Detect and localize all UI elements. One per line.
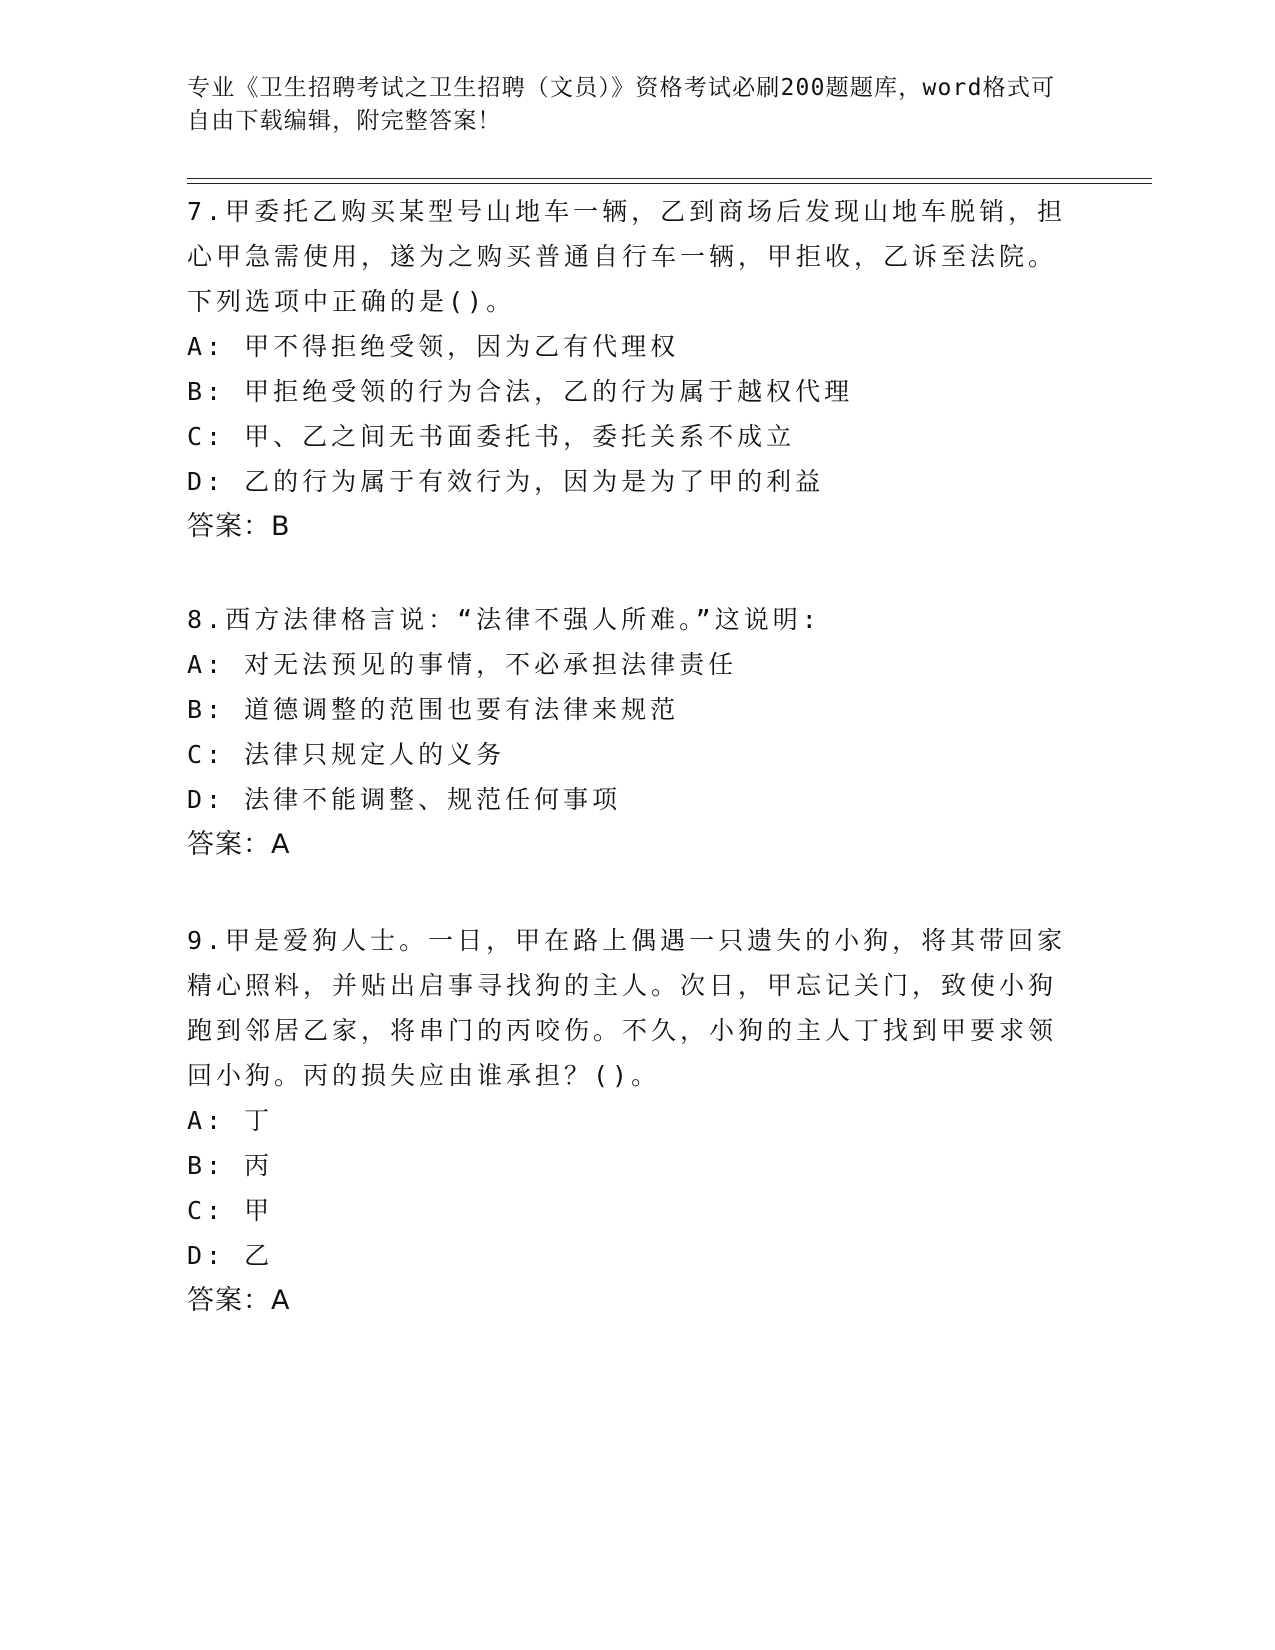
question-text: 8.西方法律格言说：“法律不强人所难。”这说明:	[187, 605, 821, 634]
question-text: 7.甲委托乙购买某型号山地车一辆，乙到商场后发现山地车脱销，担心甲急需使用，遂为之购买普通自行车一辆，甲拒收，乙诉至法院。下列选项中正确的是()。	[187, 197, 1067, 316]
option-a: A: 对无法预见的事情，不必承担法律责任	[187, 650, 738, 679]
option-d: D: 法律不能调整、规范任何事项	[187, 785, 622, 814]
question-9	[187, 918, 1077, 1324]
option-b: B: 甲拒绝受领的行为合法，乙的行为属于越权代理	[187, 377, 854, 406]
question-8	[187, 597, 1077, 868]
header-divider-bottom	[187, 183, 1152, 184]
question-7	[187, 189, 1077, 550]
option-d: D: 乙	[187, 1241, 274, 1270]
header-divider-top	[187, 178, 1152, 179]
option-b: B: 丙	[187, 1151, 274, 1180]
answer: 答案：A	[187, 1285, 291, 1316]
option-a: A: 甲不得拒绝受领，因为乙有代理权	[187, 332, 680, 361]
option-b: B: 道德调整的范围也要有法律来规范	[187, 695, 680, 724]
option-c: C: 甲	[187, 1196, 274, 1225]
option-d: D: 乙的行为属于有效行为，因为是为了甲的利益	[187, 467, 825, 496]
answer: 答案：B	[187, 511, 291, 542]
question-text: 9.甲是爱狗人士。一日，甲在路上偶遇一只遗失的小狗，将其带回家精心照料，并贴出启事寻找狗的主人。次日，甲忘记关门，致使小狗跑到邻居乙家，将串门的丙咬伤。不久，小狗的主人丁找到甲要求领回小狗。丙的损失应由谁承担？()。	[187, 926, 1067, 1090]
option-c: C: 甲、乙之间无书面委托书，委托关系不成立	[187, 422, 796, 451]
document-intro: 专业《卫生招聘考试之卫生招聘（文员）》资格考试必刷200题题库，word格式可自由下载编辑，附完整答案！	[187, 75, 1056, 134]
option-a: A: 丁	[187, 1106, 274, 1135]
option-c: C: 法律只规定人的义务	[187, 740, 506, 769]
answer: 答案：A	[187, 829, 291, 860]
